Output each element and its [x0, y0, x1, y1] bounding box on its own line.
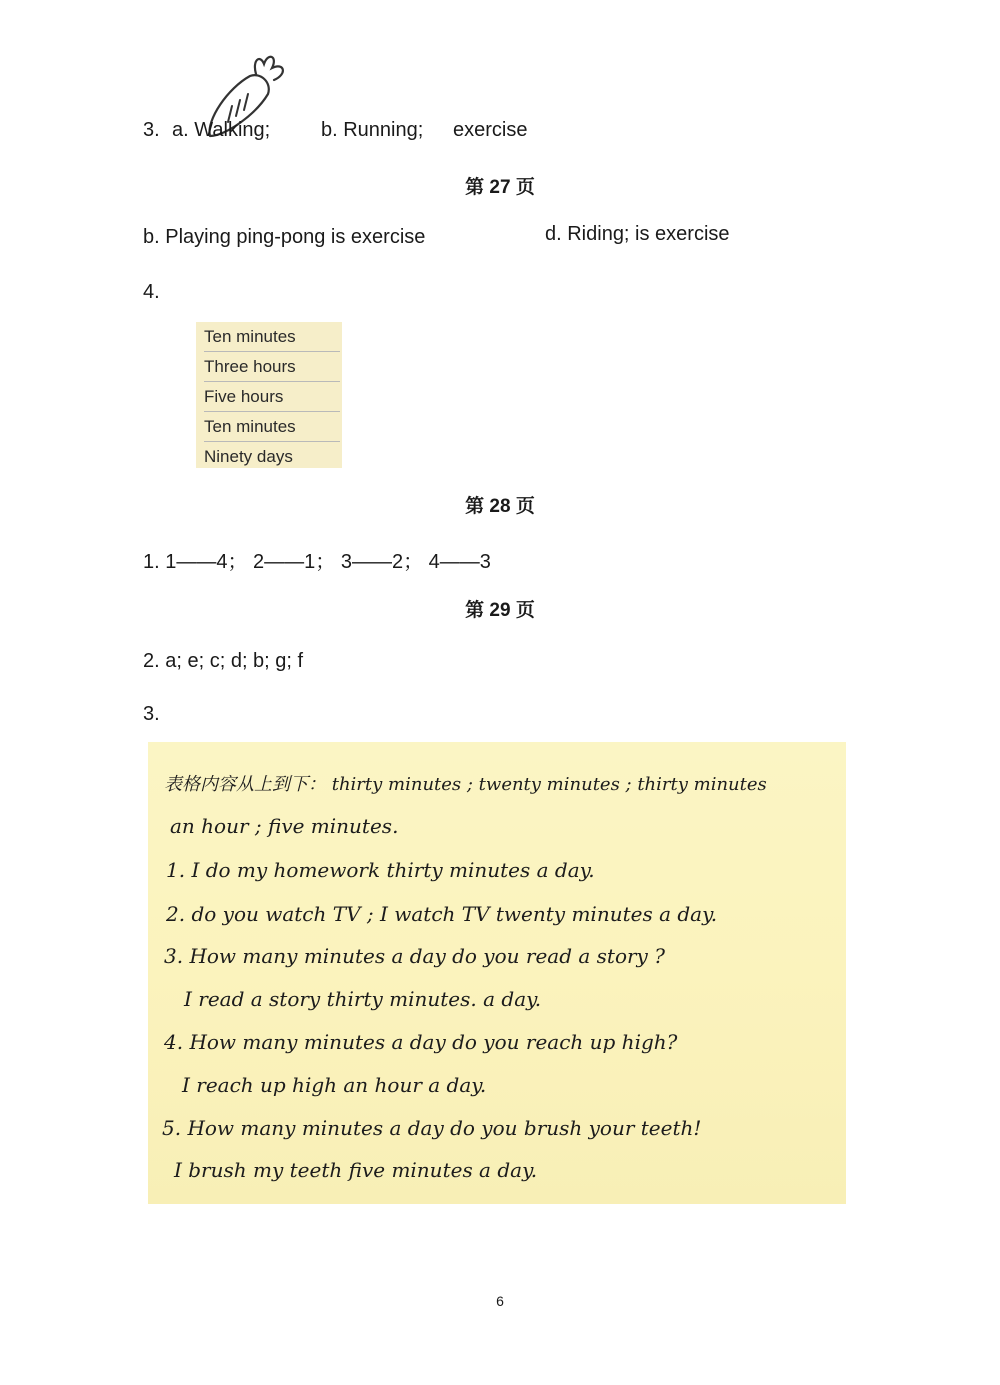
handwritten-line: 1. I do my homework thirty minutes a day.: [166, 858, 595, 882]
handwritten-line: 表格内容从上到下： thirty minutes ; twenty minutes ; thirty minutes: [164, 774, 767, 795]
handwritten-line: I reach up high an hour a day.: [182, 1073, 487, 1097]
q3-number: 3.: [143, 119, 160, 141]
handwritten-line: I brush my teeth five minutes a day.: [174, 1158, 538, 1182]
q3-answer-a: a. Walking;: [172, 119, 271, 141]
duration-item: Ninety days: [204, 447, 293, 466]
p28-q1-answer: 1. 1——4； 2——1； 3——2； 4——3: [143, 551, 491, 573]
handwritten-line: 3. How many minutes a day do you read a story ?: [164, 944, 665, 968]
page-number: 6: [496, 1293, 504, 1309]
p29-q3-number: 3.: [143, 703, 160, 725]
duration-item: Ten minutes: [204, 412, 340, 442]
p27-answer-b: b. Playing ping-pong is exercise: [143, 226, 426, 248]
handwritten-line: 5. How many minutes a day do you brush your teeth!: [162, 1116, 702, 1140]
duration-item: Five hours: [204, 382, 340, 412]
p27-q4-number: 4.: [143, 281, 160, 303]
handwritten-line: 4. How many minutes a day do you reach up high?: [164, 1030, 678, 1054]
p27-answer-d: d. Riding; is exercise: [545, 223, 730, 245]
handwritten-line: an hour ; five minutes.: [170, 814, 399, 838]
handwritten-line: I read a story thirty minutes. a day.: [184, 987, 542, 1011]
duration-item: Three hours: [204, 352, 340, 382]
duration-item: Ten minutes: [204, 322, 340, 352]
page-27-heading: 第 27 页: [465, 177, 535, 198]
handwritten-line: 2. do you watch TV ; I watch TV twenty minutes a day.: [166, 902, 718, 926]
q3-answer-tail: exercise: [453, 119, 528, 141]
handwritten-answer-note: [148, 742, 846, 1204]
p29-q2-answer: 2. a; e; c; d; b; g; f: [143, 650, 304, 672]
page-29-heading: 第 29 页: [465, 600, 535, 621]
q3-answer-b: b. Running;: [321, 119, 424, 141]
duration-list: [196, 322, 342, 468]
page-28-heading: 第 28 页: [465, 496, 535, 517]
